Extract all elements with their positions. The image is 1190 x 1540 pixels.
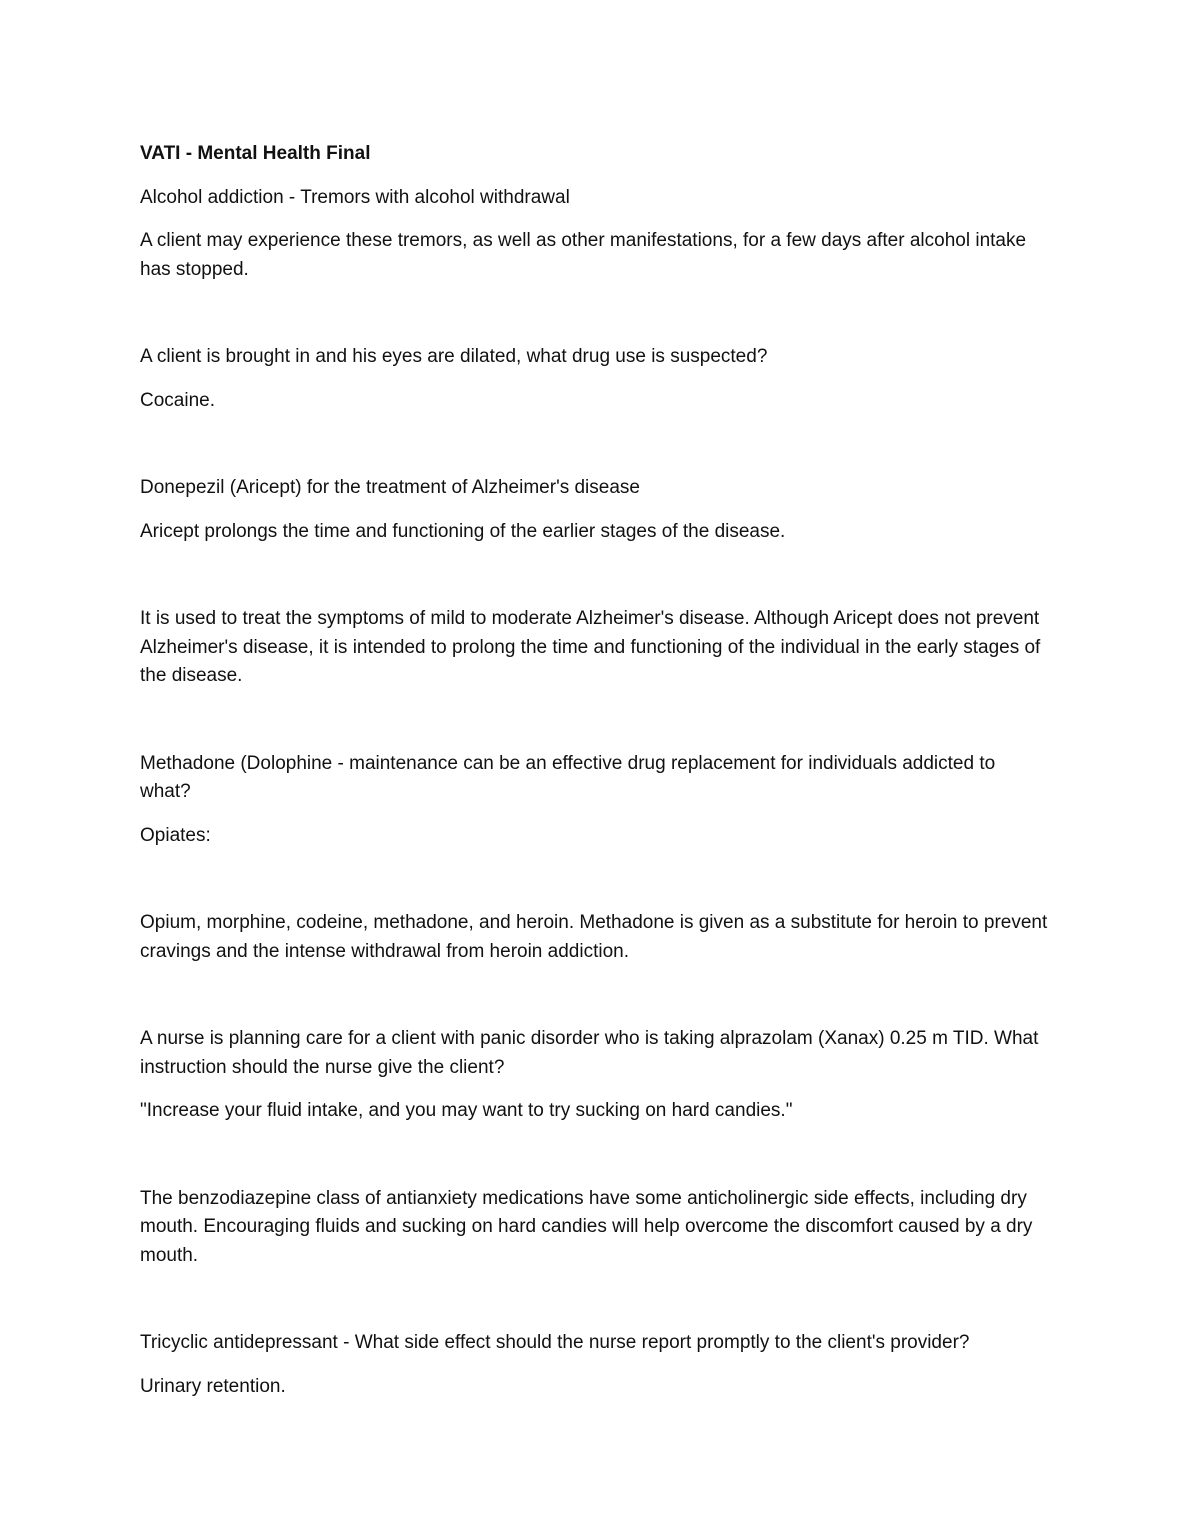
answer-text: Urinary retention. (140, 1375, 286, 1397)
question-text: Alcohol addiction - Tremors with alcohol withdrawal (140, 186, 570, 208)
question-text: Donepezil (Aricept) for the treatment of Alzheimer's disease (140, 477, 640, 498)
question-text: Tricyclic antidepressant - What side effect should the nurse report promptly to the client's provider? (140, 1332, 970, 1353)
document-page (140, 140, 1050, 1401)
document-title: VATI - Mental Health Final (140, 143, 371, 164)
explanation-text: It is used to treat the symptoms of mild to moderate Alzheimer's disease. Although Aricept does not prevent Alzheimer's disease, it is intended to prolong the time and functioning of the individual in the early stages of the disease. (140, 608, 1041, 686)
question-text: A client is brought in and his eyes are dilated, what drug use is suspected? (140, 346, 768, 367)
answer-text: Cocaine. (140, 389, 215, 411)
answer-text: Opiates: (140, 824, 211, 846)
answer-text: "Increase your fluid intake, and you may want to try sucking on hard candies." (140, 1100, 793, 1121)
question-text: A nurse is planning care for a client with panic disorder who is taking alprazolam (Xanax) 0.25 m TID. What instruction should the nurse give the client? (140, 1028, 1039, 1078)
question-text: Methadone (Dolophine - maintenance can be an effective drug replacement for individuals addicted to what? (140, 752, 996, 802)
answer-text: Aricept prolongs the time and functioning of the earlier stages of the disease. (140, 520, 786, 542)
explanation-text: Opium, morphine, codeine, methadone, and heroin. Methadone is given as a substitute for heroin to prevent cravings and the intense withdrawal from heroin addiction. (140, 912, 1048, 962)
explanation-text: The benzodiazepine class of antianxiety medications have some anticholinergic side effects, including dry mouth. Encouraging fluids and sucking on hard candies will help overcome the discomfort caused by a dry mouth. (140, 1187, 1033, 1266)
answer-text: A client may experience these tremors, as well as other manifestations, for a few days after alcohol intake has stopped. (140, 230, 1027, 280)
